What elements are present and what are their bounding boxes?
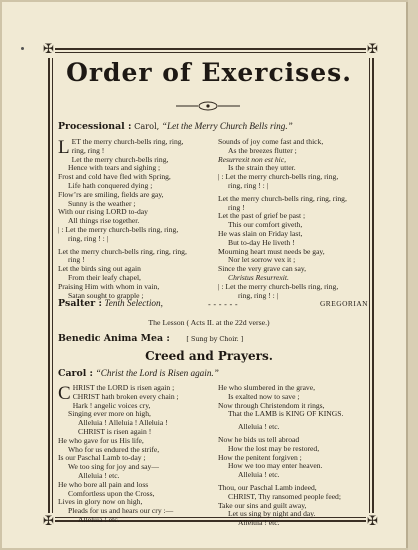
- verse-line: With our rising LORD to-day: [58, 207, 148, 217]
- psalter-tune: GREGORIAN: [319, 299, 368, 308]
- verse-line: Hence with tears and sighing ;: [68, 163, 161, 173]
- page-title: Order of Exercises.: [66, 58, 352, 87]
- carol2-heading: [58, 368, 219, 379]
- verse-line: Flow’rs are smiling, fields are gay,: [58, 189, 164, 199]
- verse-line: ring, ring !: [71, 145, 105, 155]
- verse-line: Sunny is the weather ;: [68, 198, 136, 208]
- processional-prefix: Carol,: [134, 121, 162, 131]
- drop-cap: L: [58, 137, 70, 158]
- verse-line: Lives in glory now on high,: [58, 497, 143, 507]
- verse-line: This our comfort giveth,: [228, 220, 303, 230]
- corner-ornament-icon: ✠: [367, 514, 378, 529]
- verse-line: Let the merry church-bells ring, ring, ring,: [58, 246, 187, 256]
- verse-line: ring, ring ! : |: [228, 180, 269, 190]
- verse-line: Life hath conquered dying ;: [68, 180, 153, 190]
- verse-line: Is the strain they utter.: [228, 163, 296, 173]
- border-left: [48, 58, 50, 513]
- verse-line: He who bore all pain and loss: [58, 479, 149, 489]
- verse-line: Since the very grave can say,: [218, 264, 307, 274]
- verse-line: Now through Christendom it rings,: [218, 400, 325, 410]
- title-flourish-icon: [176, 101, 240, 111]
- verse-line: Alleluia ! Alleluia ! Alleluia !: [78, 418, 168, 428]
- verse-line: Alleluia ! etc.: [78, 470, 120, 480]
- verse-line: ring, ring ! : |: [238, 290, 279, 300]
- verse-line: HRIST the LORD is risen again ;: [72, 383, 175, 392]
- verse-line: Christus Resurrexit.: [228, 272, 289, 282]
- border-top-inner: [55, 52, 366, 53]
- border-left-inner: [52, 58, 53, 513]
- processional-label: Processional :: [58, 121, 132, 132]
- verse-line: Is our Paschal Lamb to-day ;: [58, 453, 146, 463]
- border-right-inner: [369, 58, 370, 513]
- carol2-right-column: [218, 384, 368, 528]
- carol2-left-column: [58, 384, 208, 525]
- benedic-line: [58, 333, 243, 344]
- corner-ornament-icon: ✠: [43, 514, 54, 529]
- verse-line: Sounds of joy come fast and thick,: [218, 137, 324, 146]
- verse-line: ET the merry church-bells ring, ring,: [71, 137, 184, 146]
- verse-line: He was slain on Friday last,: [218, 228, 303, 238]
- verse-line: Nor let sorrow vex it ;: [228, 255, 296, 265]
- verse-line: Resurrexit non est hic,: [218, 154, 287, 164]
- verse-line: Mourning heart must needs be gay,: [218, 246, 325, 256]
- verse-line: ring !: [228, 202, 245, 212]
- verse-line: Alleluia ! etc.: [238, 518, 280, 528]
- verse-line: ring, ring ! : |: [68, 233, 109, 243]
- punch-hole-dot: [21, 47, 24, 50]
- verse-line: ring !: [68, 255, 85, 265]
- processional-carol-title: “Let the Merry Church Bells ring.”: [161, 121, 293, 131]
- verse-line: Singing ever more on high,: [68, 409, 151, 419]
- verse-line: CHRIST is risen again !: [78, 426, 152, 436]
- verse-line: Comfortless upon the Cross,: [68, 488, 155, 498]
- verse-line: Let the merry church-bells ring,: [71, 154, 169, 164]
- verse-line: How we too may enter heaven.: [228, 461, 323, 471]
- section-title: Creed and Prayers.: [145, 349, 273, 363]
- verse-line: Satan sought to grapple ;: [68, 290, 144, 300]
- carol2-label: Carol :: [58, 368, 94, 379]
- benedic-note: [ Sung by Choir. ]: [186, 335, 244, 343]
- verse-line: Let the merry church-bells ring, ring, ring,: [218, 193, 347, 203]
- verse-line: CHRIST hath broken every chain ;: [72, 391, 179, 401]
- verse-line: Let the birds sing out again: [58, 264, 141, 274]
- psalter-text: Tenth Selection,: [104, 298, 163, 308]
- corner-ornament-icon: ✠: [43, 42, 54, 57]
- verse-line: He who gave for us His life,: [58, 435, 144, 445]
- benedic-label: Benedic Anima Mea :: [58, 333, 170, 344]
- verse-line: Now he bids us tell abroad: [218, 434, 300, 444]
- verse-line: Let us sing by night and day.: [228, 509, 316, 519]
- psalter-line: [58, 298, 368, 309]
- verse-line: Who for us endured the strife,: [68, 444, 160, 454]
- processional-heading: [58, 121, 293, 132]
- verse-line: From their leafy chapel,: [68, 272, 141, 282]
- carol2-title: “Christ the Lord is Risen again.”: [95, 368, 219, 378]
- verse-line: Let the past of grief be past ;: [218, 211, 306, 221]
- verse-line: Alleluia ! etc.: [78, 514, 120, 524]
- verse-line: | : Let the merry church-bells ring, ring,: [218, 281, 339, 291]
- verse-line: But to-day He liveth !: [228, 237, 295, 247]
- verse-line: Is exalted now to save ;: [228, 391, 300, 401]
- psalter-label: Psalter :: [58, 298, 102, 309]
- verse-line: Alleluia ! etc.: [238, 470, 280, 480]
- verse-line: Praising Him with whom in vain,: [58, 281, 160, 291]
- verse-line: CHRIST, Thy ransomed people feed;: [228, 491, 341, 501]
- verse-line: Thou, our Paschal Lamb indeed,: [218, 482, 317, 492]
- verse-line: Pleads for us and hears our cry :—: [68, 506, 174, 516]
- drop-cap: C: [58, 383, 71, 404]
- border-right: [372, 58, 374, 513]
- verse-line: As the breezes flutter ;: [228, 145, 297, 155]
- verse-line: That the LAMB is KING OF KINGS.: [228, 409, 344, 419]
- corner-ornament-icon: ✠: [367, 42, 378, 57]
- processional-right-column: [218, 138, 368, 300]
- verse-line: | : Let the merry church-bells ring, ring,: [218, 172, 339, 182]
- verse-line: Alleluia ! etc.: [238, 422, 280, 432]
- verse-line: Hark ! angelic voices cry,: [72, 400, 151, 410]
- verse-line: All things rise together.: [68, 216, 140, 226]
- verse-line: We too sing for joy and say—: [68, 462, 159, 472]
- verse-line: | : Let the merry church-bells ring, ring,: [58, 224, 179, 234]
- border-top: [55, 48, 366, 50]
- verse-line: How the lost may be restored,: [228, 443, 320, 453]
- verse-line: How the penitent forgiven ;: [218, 452, 302, 462]
- lesson-line: The Lesson ( Acts II. at the 22d verse.): [148, 318, 270, 327]
- psalter-dashes: - - - - - -: [208, 299, 238, 309]
- verse-line: Take our sins and guilt away,: [218, 500, 307, 510]
- verse-line: Frost and cold have fled with Spring,: [58, 172, 171, 182]
- processional-left-column: [58, 138, 208, 300]
- verse-line: He who slumbered in the grave,: [218, 383, 316, 392]
